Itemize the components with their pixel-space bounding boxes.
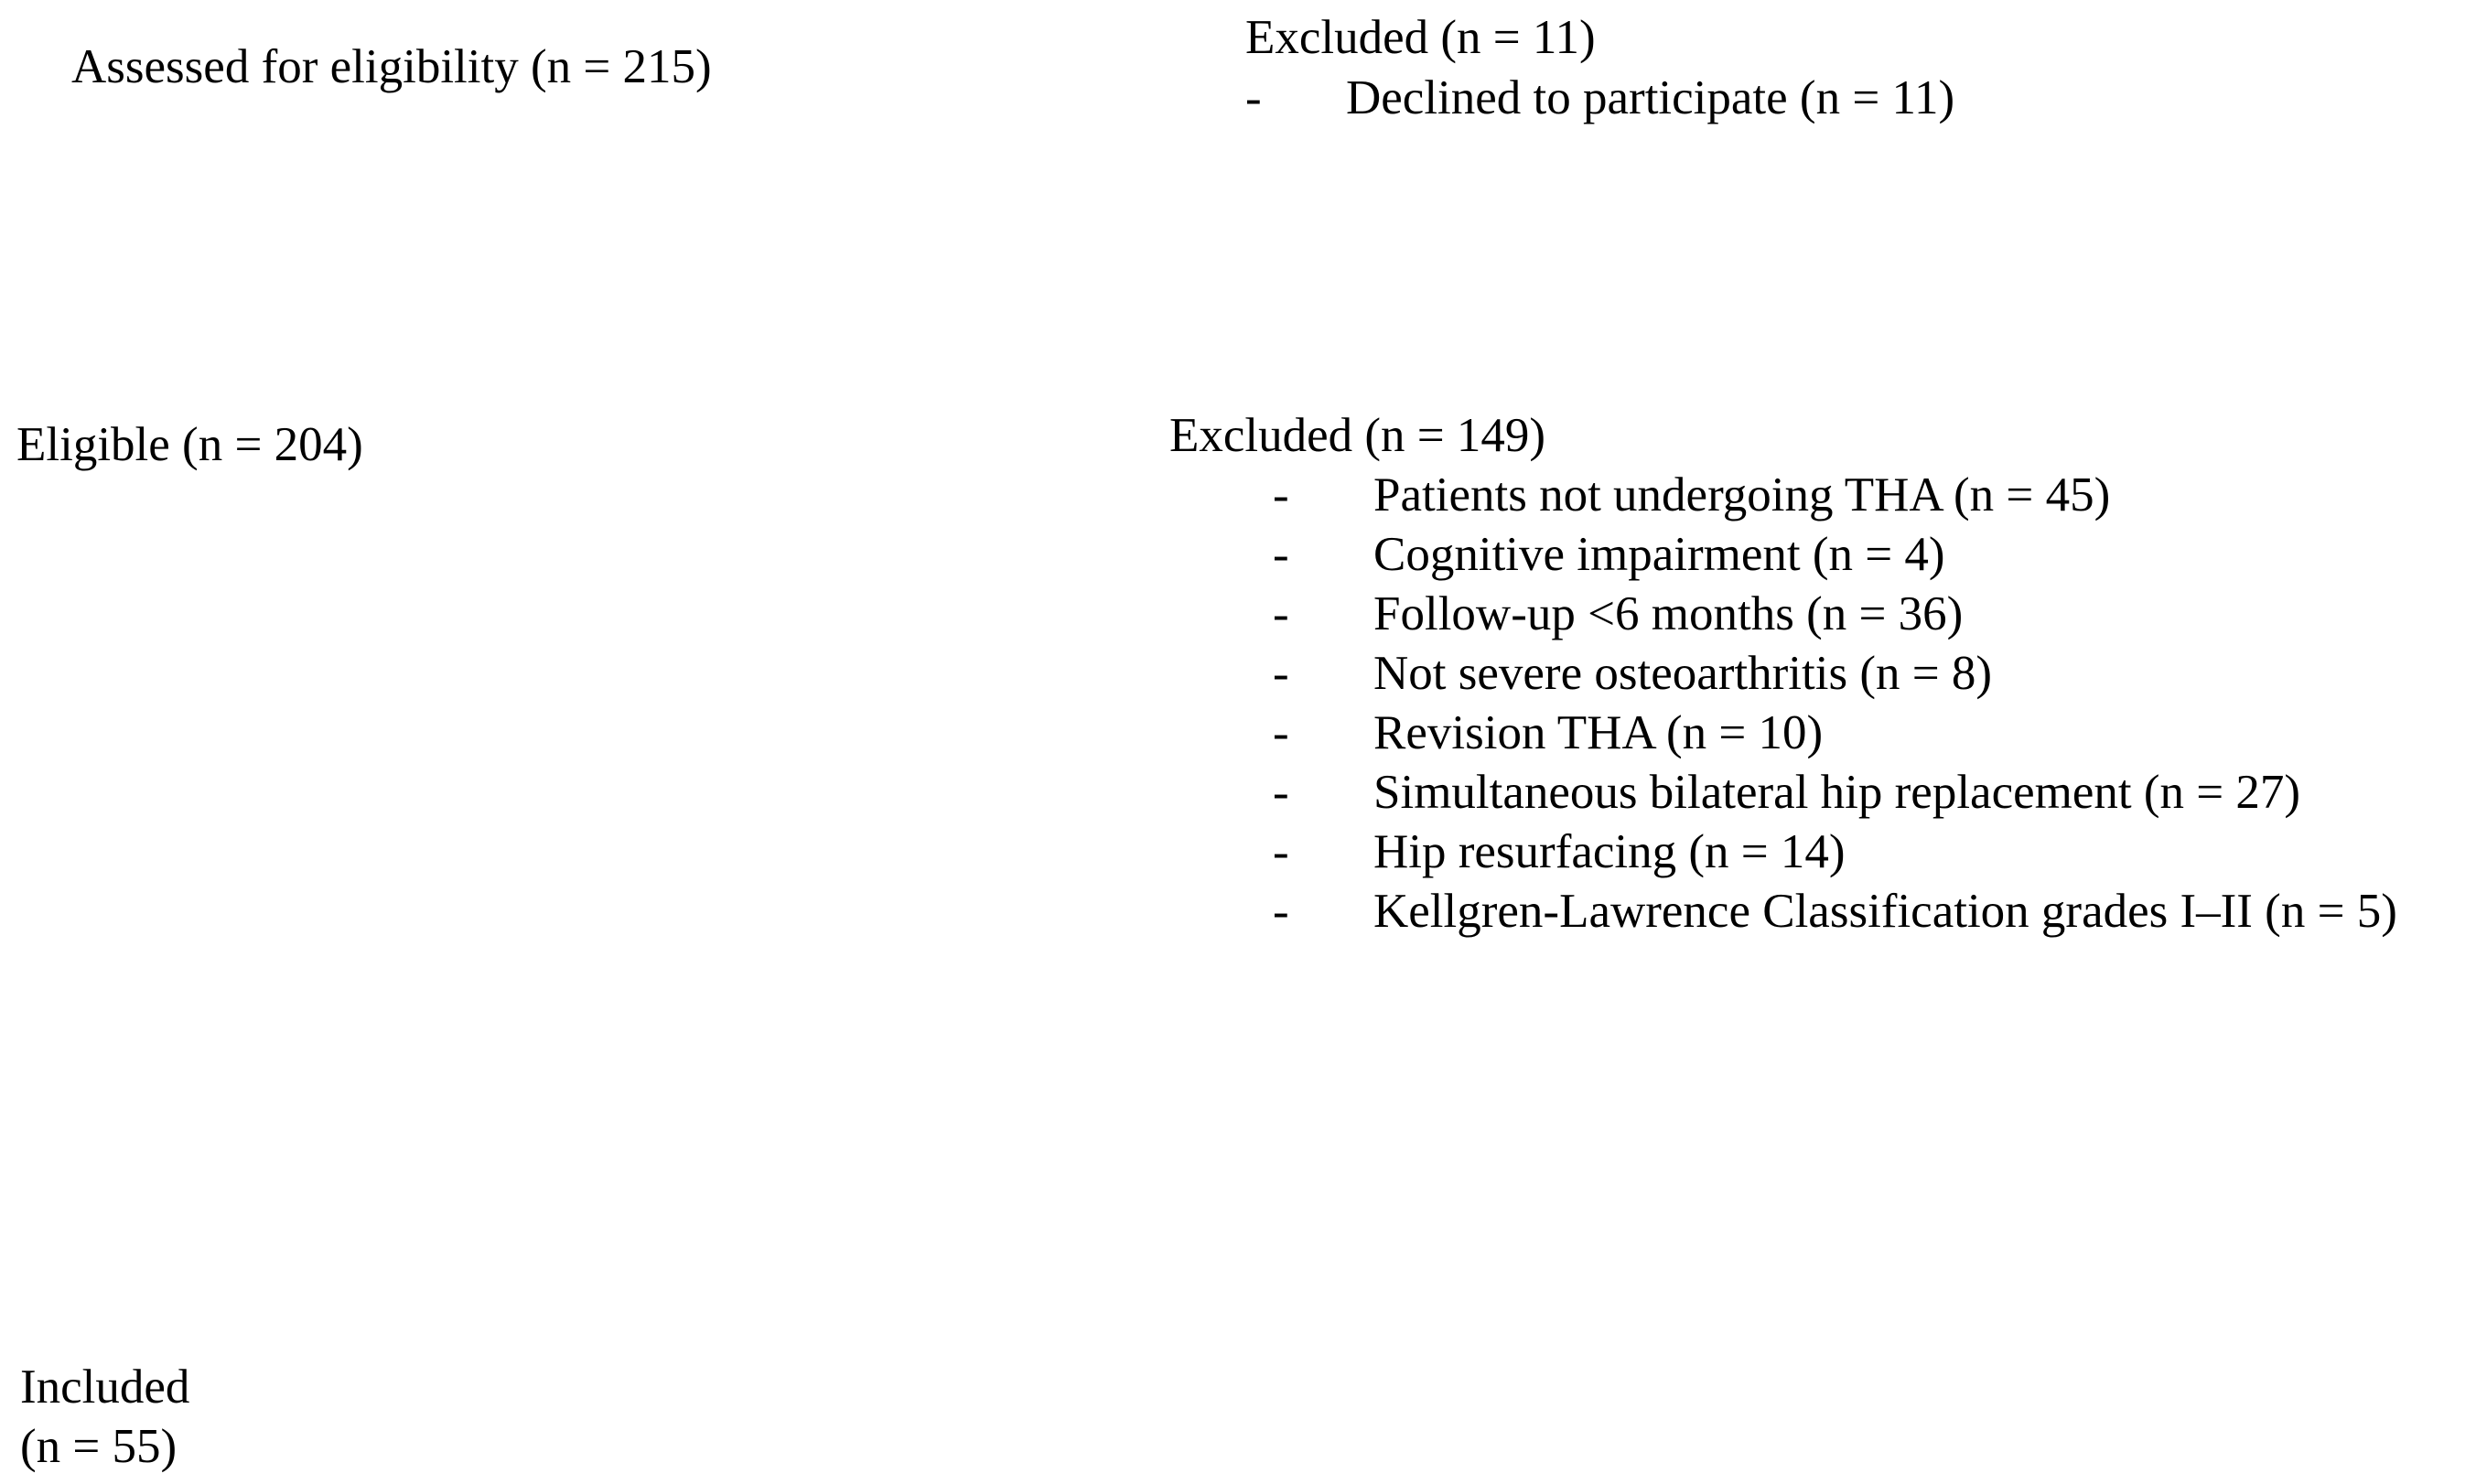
exclusion-reason-item	[1273, 887, 2397, 947]
exclusion-reason-item	[1273, 825, 2397, 887]
exclusion-reason-text: Patients not undergoing THA (n = 45)	[1373, 468, 2111, 522]
exclusion-reason-item	[1273, 468, 2397, 531]
excluded-declined-reason-list	[1245, 71, 1955, 134]
list-dash: -	[1273, 825, 1289, 878]
exclusion-reason-item	[1273, 706, 2397, 769]
list-dash: -	[1273, 587, 1289, 640]
assessed-for-eligibility-node: Assessed for eligibility (n = 215)	[71, 40, 712, 93]
included-node	[20, 1360, 190, 1482]
exclusion-reason-text: Revision THA (n = 10)	[1373, 706, 1824, 759]
exclusion-reason-item	[1273, 647, 2397, 709]
list-dash: -	[1273, 706, 1289, 759]
list-dash: -	[1245, 71, 1262, 124]
excluded-ineligible-heading: Excluded (n = 149)	[1169, 409, 1546, 462]
exclusion-reason-item	[1245, 71, 1955, 134]
list-dash: -	[1273, 647, 1289, 700]
exclusion-reason-text: Cognitive impairment (n = 4)	[1373, 528, 1945, 581]
exclusion-reason-text: Simultaneous bilateral hip replacement (n = 27)	[1373, 766, 2301, 819]
exclusion-reason-text: Declined to participate (n = 11)	[1346, 71, 1955, 124]
exclusion-reason-text: Hip resurfacing (n = 14)	[1373, 825, 1846, 878]
exclusion-reason-item	[1273, 766, 2397, 828]
excluded-ineligible-reason-list	[1273, 468, 2397, 947]
exclusion-reason-item	[1273, 587, 2397, 650]
exclusion-reason-text: Not severe osteoarthritis (n = 8)	[1373, 647, 1993, 700]
list-dash: -	[1273, 766, 1289, 819]
list-dash: -	[1273, 528, 1289, 581]
included-label: Included	[20, 1360, 190, 1414]
list-dash: -	[1273, 885, 1289, 938]
excluded-declined-heading: Excluded (n = 11)	[1245, 11, 1596, 64]
exclusion-reason-text: Kellgren-Lawrence Classification grades I–II (n = 5)	[1373, 885, 2397, 938]
exclusion-reason-text: Follow-up <6 months (n = 36)	[1373, 587, 1964, 640]
exclusion-reason-item	[1273, 528, 2397, 590]
list-dash: -	[1273, 468, 1289, 522]
eligible-node: Eligible (n = 204)	[16, 418, 363, 471]
included-count: (n = 55)	[20, 1420, 178, 1473]
